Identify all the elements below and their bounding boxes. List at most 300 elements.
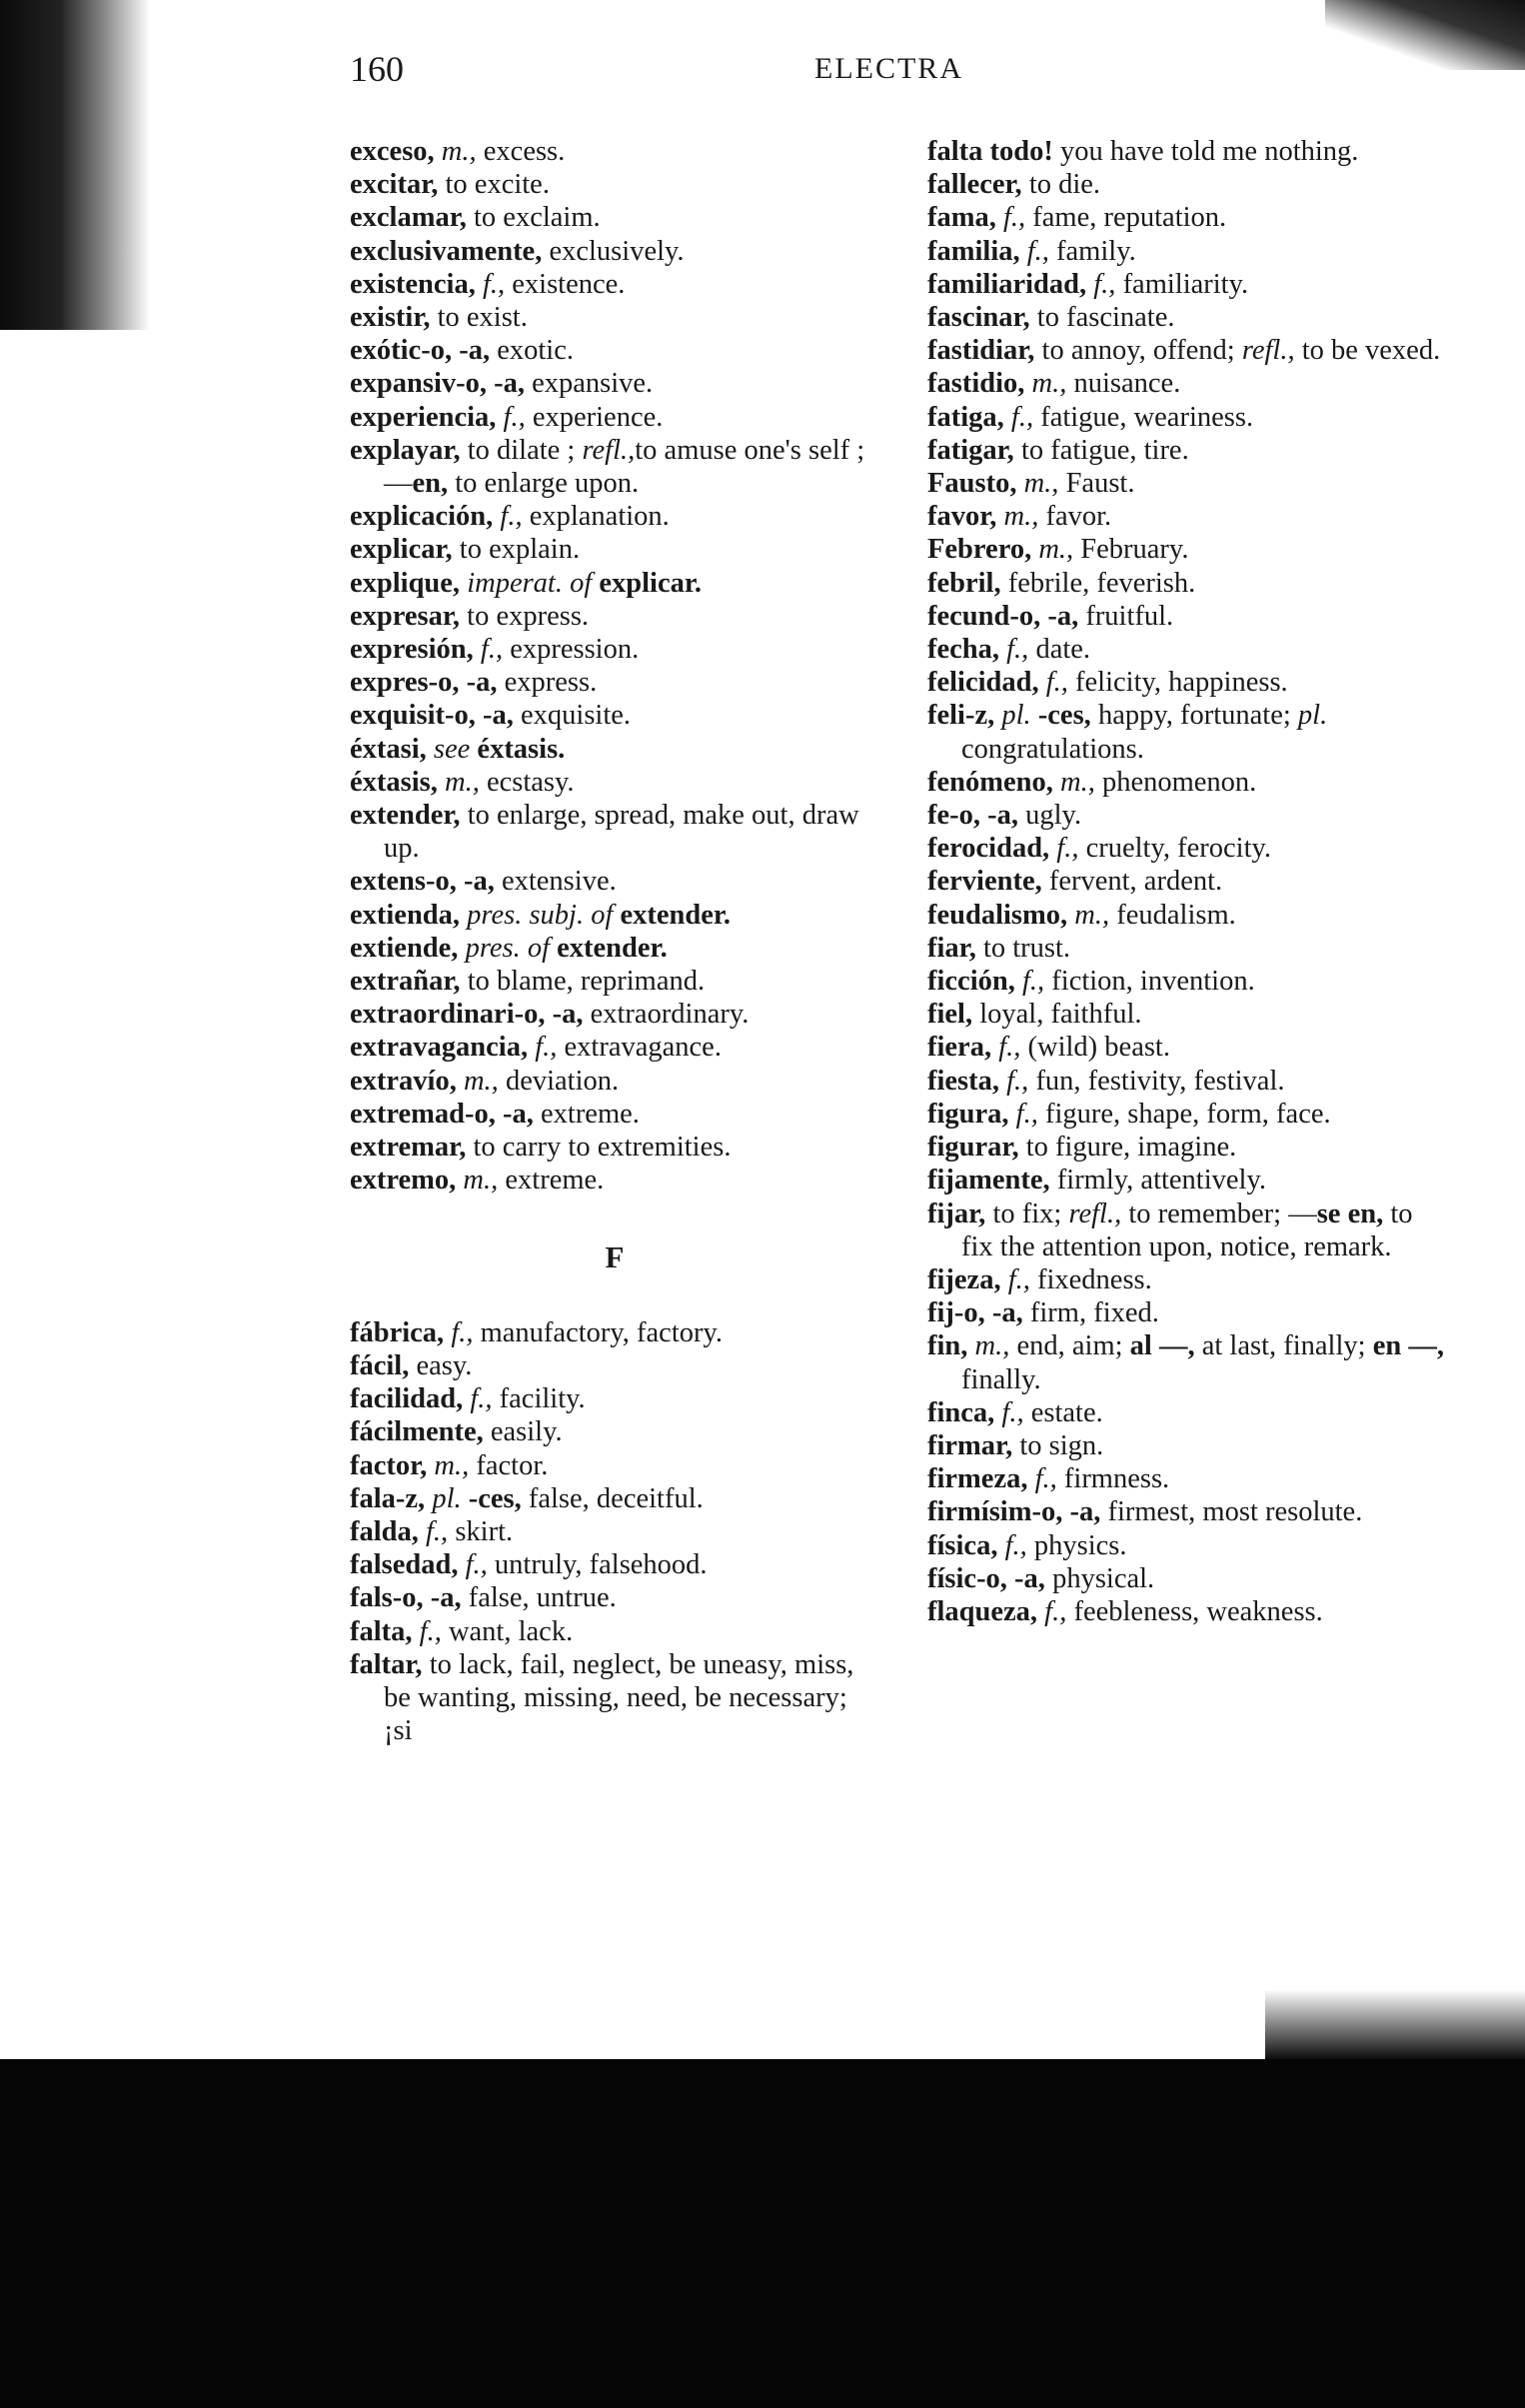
dictionary-entry — [350, 235, 879, 268]
headword: Fausto, — [927, 468, 1017, 500]
grammar-abbr: f., — [493, 501, 523, 533]
dictionary-entry — [350, 1415, 879, 1448]
headword: fecha, — [927, 634, 1000, 666]
headword: felicidad, — [927, 667, 1039, 699]
definition: feebleness, weakness. — [1066, 1595, 1323, 1627]
bold-term: falta todo! — [927, 136, 1053, 167]
headword: flaqueza, — [927, 1595, 1038, 1627]
scan-edge-top-right — [1325, 0, 1525, 70]
grammar-abbr: pl. — [425, 1482, 462, 1514]
dictionary-entry — [927, 1462, 1447, 1495]
definition: easily. — [483, 1416, 563, 1448]
definition: fruitful. — [1078, 600, 1174, 632]
dictionary-entry — [927, 533, 1447, 566]
headword: fallecer, — [927, 169, 1022, 201]
dictionary-entry — [350, 766, 879, 799]
grammar-abbr: f., — [999, 634, 1029, 666]
headword: explicación, — [350, 501, 494, 533]
grammar-abbr: m., — [456, 1165, 499, 1197]
dictionary-entry — [927, 268, 1447, 301]
definition: to explain. — [452, 534, 581, 566]
definition: estate. — [1023, 1396, 1103, 1428]
grammar-abbr: f., — [1086, 268, 1116, 300]
definition: ugly. — [1018, 800, 1082, 832]
entries-f — [350, 1316, 879, 1748]
definition: false, deceitful. — [521, 1482, 704, 1514]
dictionary-entry — [350, 1382, 879, 1415]
dictionary-entry — [350, 401, 879, 434]
definition: firmness. — [1056, 1463, 1170, 1495]
dictionary-entry — [350, 1515, 879, 1548]
dictionary-entry — [350, 899, 879, 932]
grammar-abbr: m., — [1024, 368, 1067, 400]
headword: ficción, — [927, 966, 1015, 998]
dictionary-entry — [350, 301, 879, 334]
dictionary-entry — [350, 500, 879, 533]
headword: existir, — [350, 302, 431, 334]
definition: to express. — [460, 600, 590, 632]
headword: fama, — [927, 202, 996, 234]
headword: extrañar, — [350, 966, 461, 998]
headword: fe-o, -a, — [927, 800, 1018, 832]
dictionary-entry — [927, 500, 1447, 533]
dictionary-entry — [350, 932, 879, 965]
definition: feudalism. — [1109, 899, 1236, 931]
page-number: 160 — [350, 49, 404, 89]
headword: fijar, — [927, 1198, 986, 1229]
definition: extreme. — [498, 1165, 605, 1197]
definition: to remember; — — [1121, 1198, 1317, 1229]
dictionary-entry — [350, 633, 879, 666]
headword: extravagancia, — [350, 1032, 529, 1064]
definition: to exist. — [430, 302, 528, 334]
grammar-abbr: f., — [473, 634, 504, 666]
headword: ferocidad, — [927, 833, 1050, 865]
headword: fin, — [927, 1330, 968, 1362]
dictionary-entry — [927, 899, 1447, 932]
bold-term: extender. — [550, 932, 668, 964]
grammar-abbr: f., — [458, 1549, 488, 1581]
headword: expresar, — [350, 600, 461, 632]
dictionary-entry — [350, 334, 879, 367]
scan-edge-bottom — [0, 2059, 1525, 2408]
bold-term: -ces, — [1030, 700, 1091, 732]
grammar-abbr: f., — [418, 1515, 449, 1547]
definition: to lack, fail, neglect, be uneasy, miss, be wanting, missing, need, be necessary; ¡si — [384, 1648, 854, 1747]
headword: fiera, — [927, 1032, 992, 1064]
grammar-abbr: f., — [994, 1396, 1024, 1428]
dictionary-entry — [927, 235, 1447, 268]
definition: excess. — [476, 136, 566, 167]
grammar-abbr: f., — [444, 1316, 474, 1348]
definition: to annoy, offend; — [1034, 335, 1242, 367]
dictionary-entry — [927, 401, 1447, 434]
headword: factor, — [350, 1449, 428, 1481]
dictionary-entry — [350, 699, 879, 732]
grammar-abbr: f., — [496, 401, 526, 433]
headword: fácilmente, — [350, 1416, 484, 1448]
dictionary-entry — [927, 1495, 1447, 1528]
dictionary-entry — [350, 1615, 879, 1648]
dictionary-entry — [927, 1429, 1447, 1462]
definition: factor. — [469, 1449, 549, 1481]
grammar-abbr: f., — [1008, 1098, 1038, 1130]
dictionary-entry — [927, 201, 1447, 234]
headword: exceso, — [350, 136, 435, 167]
headword: explicar, — [350, 534, 453, 566]
definition: manufactory, factory. — [473, 1316, 723, 1348]
grammar-abbr: pl. — [1297, 700, 1328, 732]
definition: date. — [1028, 634, 1091, 666]
definition: exclusively. — [542, 235, 685, 267]
headword: firmísim-o, -a, — [927, 1496, 1101, 1528]
grammar-abbr: f., — [412, 1615, 442, 1647]
headword: firmeza, — [927, 1463, 1028, 1495]
definition: to be vexed. — [1294, 335, 1441, 367]
headword: extiende, — [350, 932, 459, 964]
grammar-abbr: f., — [1027, 1463, 1057, 1495]
headword: familiaridad, — [927, 268, 1087, 300]
dictionary-entry — [927, 1529, 1447, 1562]
headword: exclamar, — [350, 202, 467, 234]
grammar-abbr: refl., — [1068, 1198, 1122, 1229]
entries-e — [350, 135, 879, 1198]
definition: expansive. — [524, 368, 654, 400]
headword: fij-o, -a, — [927, 1297, 1023, 1329]
dictionary-entry — [350, 567, 879, 600]
dictionary-entry — [350, 998, 879, 1031]
headword: fábrica, — [350, 1316, 445, 1348]
grammar-abbr: pres. of — [458, 932, 551, 964]
scan-edge-left — [0, 0, 150, 330]
dictionary-entry — [927, 1263, 1447, 1296]
headword: favor, — [927, 501, 997, 533]
dictionary-entry — [927, 766, 1447, 799]
running-head: ELECTRA — [814, 52, 963, 85]
grammar-abbr: f., — [1019, 235, 1049, 267]
definition: fun, festivity, festival. — [1028, 1065, 1285, 1097]
dictionary-entry — [350, 367, 879, 400]
dictionary-entry — [927, 1562, 1447, 1595]
headword: experiencia, — [350, 401, 497, 433]
headword: febril, — [927, 567, 1001, 599]
definition: Faust. — [1058, 468, 1135, 500]
dictionary-entry — [927, 1164, 1447, 1197]
entries-f-continued — [927, 135, 1447, 1628]
dictionary-entry — [350, 201, 879, 234]
definition: false, untrue. — [461, 1582, 617, 1614]
headword: exótic-o, -a, — [350, 335, 491, 367]
dictionary-entry — [350, 600, 879, 633]
definition: figure, shape, form, face. — [1037, 1098, 1331, 1130]
grammar-abbr: f., — [995, 202, 1026, 234]
definition: fixedness. — [1029, 1263, 1152, 1295]
definition: to enlarge upon. — [448, 468, 640, 500]
definition: fiction, invention. — [1044, 966, 1255, 998]
dictionary-entry — [927, 932, 1447, 965]
definition: to exclaim. — [466, 202, 601, 234]
definition: at last, finally; — [1194, 1330, 1373, 1362]
grammar-abbr: m., — [1067, 899, 1110, 931]
headword: fijamente, — [927, 1165, 1050, 1197]
headword: exquisit-o, -a, — [350, 700, 514, 732]
dictionary-entry — [927, 1065, 1447, 1098]
grammar-abbr: m., — [996, 501, 1039, 533]
grammar-abbr: pres. subj. of — [460, 899, 614, 931]
headword: fenómeno, — [927, 766, 1053, 798]
dictionary-entry — [927, 865, 1447, 898]
headword: feli-z, — [927, 700, 995, 732]
definition: nuisance. — [1066, 368, 1181, 400]
definition: facility. — [492, 1383, 586, 1415]
headword: fals-o, -a, — [350, 1582, 462, 1614]
dictionary-entry — [350, 1648, 879, 1748]
grammar-abbr: m., — [1052, 766, 1095, 798]
definition: cruelty, ferocity. — [1078, 833, 1272, 865]
grammar-abbr: f., — [528, 1032, 558, 1064]
dictionary-entry — [350, 1449, 879, 1482]
grammar-abbr: f., — [997, 1529, 1027, 1561]
headword: fácil, — [350, 1349, 410, 1381]
definition: expression. — [503, 634, 640, 666]
definition: firmly, attentively. — [1049, 1165, 1266, 1197]
grammar-abbr: m., — [456, 1065, 499, 1097]
definition: family. — [1048, 235, 1136, 267]
dictionary-entry — [927, 301, 1447, 334]
dictionary-entry — [927, 367, 1447, 400]
grammar-abbr: f., — [1003, 401, 1034, 433]
grammar-abbr: refl., — [1241, 335, 1295, 367]
headword: expresión, — [350, 634, 474, 666]
grammar-abbr: f., — [1000, 1263, 1030, 1295]
dictionary-entry — [927, 699, 1447, 765]
definition: congratulations. — [961, 733, 1144, 765]
dictionary-entry — [927, 1131, 1447, 1164]
bold-term: éxtasis. — [470, 733, 566, 765]
definition: untruly, falsehood. — [487, 1549, 708, 1581]
headword: éxtasi, — [350, 733, 427, 765]
dictionary-entry — [350, 1581, 879, 1614]
definition: to blame, reprimand. — [460, 966, 706, 998]
definition: to amuse one's self ; — — [384, 434, 865, 500]
definition: deviation. — [498, 1065, 620, 1097]
dictionary-entry — [350, 965, 879, 998]
dictionary-entry — [350, 1131, 879, 1164]
section-letter: F — [605, 1238, 625, 1274]
grammar-abbr: f., — [1014, 966, 1045, 998]
headword: fecund-o, -a, — [927, 600, 1079, 632]
dictionary-entry — [927, 1329, 1447, 1395]
grammar-abbr: pl. — [994, 700, 1031, 732]
definition: to excite. — [438, 169, 550, 201]
dictionary-entry — [927, 600, 1447, 633]
definition: to carry to extremities. — [466, 1132, 732, 1164]
definition: to trust. — [975, 932, 1071, 964]
definition: to fix; — [985, 1198, 1069, 1229]
headword: falta, — [350, 1615, 413, 1647]
headword: familia, — [927, 235, 1020, 267]
definition: express. — [497, 667, 598, 699]
grammar-abbr: m., — [1016, 468, 1059, 500]
dictionary-entry — [350, 1316, 879, 1349]
dictionary-entry — [350, 1031, 879, 1064]
dictionary-entry — [927, 467, 1447, 500]
headword: extender, — [350, 800, 461, 832]
bold-term: explicar. — [592, 567, 703, 599]
definition: extravagance. — [557, 1032, 722, 1064]
headword: explique, — [350, 567, 461, 599]
definition: to fascinate. — [1029, 302, 1175, 334]
headword: fastidio, — [927, 368, 1025, 400]
definition: extraordinary. — [583, 999, 750, 1031]
definition: skirt. — [448, 1515, 514, 1547]
dictionary-entry — [927, 633, 1447, 666]
headword: exclusivamente, — [350, 235, 543, 267]
headword: fascinar, — [927, 302, 1030, 334]
headword: extraordinari-o, -a, — [350, 999, 584, 1031]
definition: febrile, feverish. — [1000, 567, 1196, 599]
dictionary-entry — [927, 1198, 1447, 1263]
bold-term: se en, — [1316, 1198, 1384, 1229]
headword: éxtasis, — [350, 766, 438, 798]
grammar-abbr: m., — [967, 1330, 1010, 1362]
definition: to enlarge, spread, make out, draw up. — [384, 800, 859, 865]
grammar-abbr: f., — [999, 1065, 1029, 1097]
dictionary-entry — [927, 1098, 1447, 1131]
definition: to die. — [1021, 169, 1101, 201]
dictionary-entry — [927, 1396, 1447, 1429]
definition: loyal, faithful. — [972, 999, 1142, 1031]
headword: feudalismo, — [927, 899, 1068, 931]
headword: explayar, — [350, 434, 461, 466]
grammar-abbr: f., — [463, 1383, 493, 1415]
definition: familiarity. — [1115, 268, 1249, 300]
grammar-abbr: f., — [1049, 833, 1079, 865]
headword: finca, — [927, 1396, 995, 1428]
grammar-abbr: m., — [427, 1449, 470, 1481]
grammar-abbr: m., — [434, 136, 477, 167]
headword: existencia, — [350, 268, 476, 300]
headword: fiel, — [927, 999, 973, 1031]
dictionary-entry — [927, 666, 1447, 699]
headword: extremo, — [350, 1165, 457, 1197]
definition: happy, fortunate; — [1090, 700, 1298, 732]
definition: favor. — [1038, 501, 1112, 533]
headword: Febrero, — [927, 534, 1032, 566]
dictionary-entry — [927, 998, 1447, 1031]
dictionary-entry — [350, 268, 879, 301]
dictionary-entry — [927, 434, 1447, 467]
headword: extremar, — [350, 1132, 467, 1164]
headword: extens-o, -a, — [350, 866, 495, 898]
definition: extreme. — [533, 1098, 640, 1130]
headword: fiesta, — [927, 1065, 1000, 1097]
headword: fala-z, — [350, 1482, 426, 1514]
grammar-abbr: see — [426, 733, 471, 765]
dictionary-entry — [350, 666, 879, 699]
definition: want, lack. — [441, 1615, 574, 1647]
definition: existence. — [505, 268, 626, 300]
bold-term: al —, — [1129, 1330, 1195, 1362]
dictionary-entry — [927, 965, 1447, 998]
headword: falsedad, — [350, 1549, 459, 1581]
definition: fame, reputation. — [1025, 202, 1227, 234]
headword: firmar, — [927, 1429, 1013, 1461]
definition: firmest, most resolute. — [1100, 1496, 1363, 1528]
dictionary-entry — [927, 334, 1447, 367]
headword: extremad-o, -a, — [350, 1098, 534, 1130]
headword: expres-o, -a, — [350, 667, 498, 699]
definition: experience. — [525, 401, 664, 433]
dictionary-entry — [350, 1065, 879, 1098]
right-column — [927, 135, 1447, 1628]
headword: físic-o, -a, — [927, 1562, 1045, 1594]
dictionary-entry — [927, 832, 1447, 865]
headword: fatigar, — [927, 434, 1014, 466]
dictionary-entry — [927, 135, 1447, 168]
definition: exotic. — [490, 335, 574, 367]
headword: física, — [927, 1529, 998, 1561]
definition: to figure, imagine. — [1018, 1132, 1237, 1164]
grammar-abbr: f., — [1038, 667, 1068, 699]
dictionary-entry — [927, 799, 1447, 832]
grammar-abbr: f., — [991, 1032, 1021, 1064]
dictionary-entry — [927, 567, 1447, 600]
bold-term: extender. — [613, 899, 732, 931]
definition: extensive. — [494, 866, 617, 898]
dictionary-entry — [350, 533, 879, 566]
grammar-abbr: m., — [437, 766, 480, 798]
definition: February. — [1073, 534, 1189, 566]
definition: phenomenon. — [1094, 766, 1257, 798]
dictionary-entry — [350, 733, 879, 766]
headword: ferviente, — [927, 866, 1042, 898]
dictionary-entry — [927, 1031, 1447, 1064]
dictionary-entry — [927, 1296, 1447, 1329]
headword: fijeza, — [927, 1263, 1001, 1295]
grammar-abbr: refl., — [582, 434, 636, 466]
dictionary-entry — [350, 434, 879, 500]
definition: to dilate ; — [460, 434, 583, 466]
headword: fastidiar, — [927, 335, 1035, 367]
headword: extienda, — [350, 899, 461, 931]
dictionary-entry — [350, 1349, 879, 1382]
bold-term: en, — [412, 468, 449, 500]
definition: fatigue, weariness. — [1033, 401, 1254, 433]
headword: falda, — [350, 1515, 419, 1547]
definition: firm, fixed. — [1022, 1297, 1159, 1329]
grammar-abbr: m., — [1031, 534, 1074, 566]
headword: expansiv-o, -a, — [350, 368, 525, 400]
grammar-abbr: f., — [475, 268, 506, 300]
headword: figurar, — [927, 1132, 1019, 1164]
headword: figura, — [927, 1098, 1009, 1130]
definition: physical. — [1044, 1562, 1155, 1594]
headword: excitar, — [350, 169, 439, 201]
bold-term: en —, — [1372, 1330, 1444, 1362]
headword: faltar, — [350, 1648, 423, 1680]
definition: felicity, happiness. — [1067, 667, 1288, 699]
dictionary-entry — [350, 1482, 879, 1515]
headword: fatiga, — [927, 401, 1004, 433]
dictionary-entry — [350, 865, 879, 898]
definition: exquisite. — [513, 700, 632, 732]
definition: explanation. — [522, 501, 670, 533]
grammar-abbr: f., — [1037, 1595, 1067, 1627]
dictionary-entry — [927, 168, 1447, 201]
left-column — [350, 135, 879, 1747]
grammar-abbr: imperat. of — [460, 567, 593, 599]
